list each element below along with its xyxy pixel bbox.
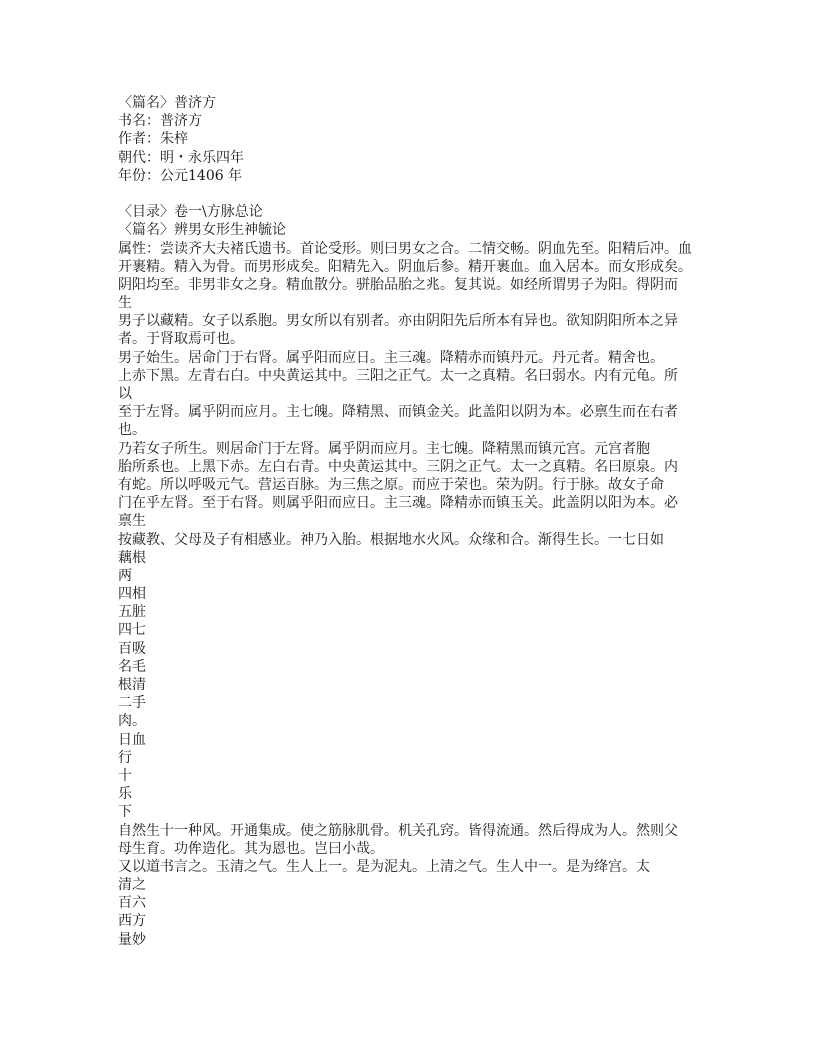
body-line: 五脏 — [118, 604, 146, 621]
body-line: 十 — [118, 767, 132, 784]
body-line: 二手 — [118, 695, 146, 712]
body-line: 以 — [118, 386, 132, 402]
body-line: 属性：尝读齐大夫褚氏遗书。首论受形。则曰男女之合。二情交畅。阴血先至。阳精后冲。血 — [118, 240, 692, 257]
body-line: 也。 — [118, 422, 146, 439]
blank-line — [118, 185, 708, 203]
body-line: 百六 — [118, 895, 146, 912]
body-line: 门在乎左肾。至于右肾。则属乎阳而应日。主三魂。降精赤而镇玉关。此盖阴以阳为本。必 — [118, 495, 678, 512]
body-line: 名毛 — [118, 658, 146, 675]
body-line: 母生育。功侔造化。其为恩也。岂曰小哉。 — [118, 840, 384, 857]
book-name: 书名：普济方 — [118, 113, 202, 130]
body-line: 男子以藏精。女子以系胞。男女所以有别者。亦由阴阳先后所本有异也。欲知阴阳所本之异 — [118, 313, 678, 330]
body-text — [118, 240, 708, 949]
body-line: 日血 — [118, 731, 146, 748]
year: 年份：公元1406 年 — [118, 167, 243, 184]
body-line: 男子始生。居命门于右肾。属乎阳而应日。主三魂。降精赤而镇丹元。丹元者。精舍也。 — [118, 349, 664, 366]
body-line: 四七 — [118, 622, 146, 639]
body-line: 两 — [118, 567, 132, 584]
body-line: 自然生十一种风。开通集成。使之筋脉肌骨。机关孔窍。皆得流通。然后得成为人。然则父 — [118, 822, 678, 839]
title-line: 〈篇名〉普济方 — [118, 95, 216, 111]
body-line: 按藏教、父母及子有相感业。神乃入胎。根据地水火风。众缘和合。渐得生长。一七日如 — [118, 531, 664, 548]
body-line: 西方 — [118, 913, 146, 930]
body-line: 下 — [118, 804, 132, 821]
body-line: 又以道书言之。玉清之气。生人上一。是为泥丸。上清之气。生人中一。是为绛宫。太 — [118, 858, 650, 875]
body-line: 开裹精。精入为骨。而男形成矣。阳精先入。阴血后参。精开裹血。血入居本。而女形成矣。 — [118, 258, 692, 275]
body-line: 四相 — [118, 586, 146, 603]
body-line: 藕根 — [118, 549, 146, 566]
body-line: 至于左肾。属乎阴而应月。主七魄。降精黑、而镇金关。此盖阳以阴为本。必禀生而在右者 — [118, 404, 678, 421]
body-line: 者。于肾取焉可也。 — [118, 331, 244, 348]
body-line: 百吸 — [118, 640, 146, 657]
body-line: 肉。 — [118, 713, 146, 730]
body-line: 禀生 — [118, 513, 146, 530]
body-line: 有蛇。所以呼吸元气。营运百脉。为三焦之原。而应于荣也。荣为阴。行于脉。故女子命 — [118, 476, 664, 493]
body-line: 阴阳均至。非男非女之身。精血散分。骈胎品胎之兆。复其说。如经所谓男子为阳。得阴而 — [118, 276, 678, 293]
body-line: 行 — [118, 749, 132, 766]
table-of-contents-entry: 〈目录〉卷一\方脉总论 — [118, 204, 263, 221]
body-line: 生 — [118, 295, 132, 312]
body-line: 乐 — [118, 786, 132, 803]
body-line: 根清 — [118, 677, 146, 693]
body-line: 清之 — [118, 877, 146, 894]
body-line: 量妙 — [118, 931, 146, 948]
dynasty: 朝代：明・永乐四年 — [118, 149, 244, 166]
document-page — [118, 94, 708, 949]
body-line: 乃若女子所生。则居命门于左肾。属乎阴而应月。主七魄。降精黑而镇元宫。元宫者胞 — [118, 440, 650, 457]
author: 作者：朱梓 — [118, 131, 188, 148]
body-line: 上赤下黑。左青右白。中央黄运其中。三阳之正气。太一之真精。名曰弱水。内有元龟。所 — [118, 367, 678, 384]
body-line: 胎所系也。上黑下赤。左白右青。中央黄运其中。三阴之正气。太一之真精。名曰原泉。内 — [118, 458, 678, 475]
chapter-title: 〈篇名〉辨男女形生神毓论 — [118, 222, 286, 239]
